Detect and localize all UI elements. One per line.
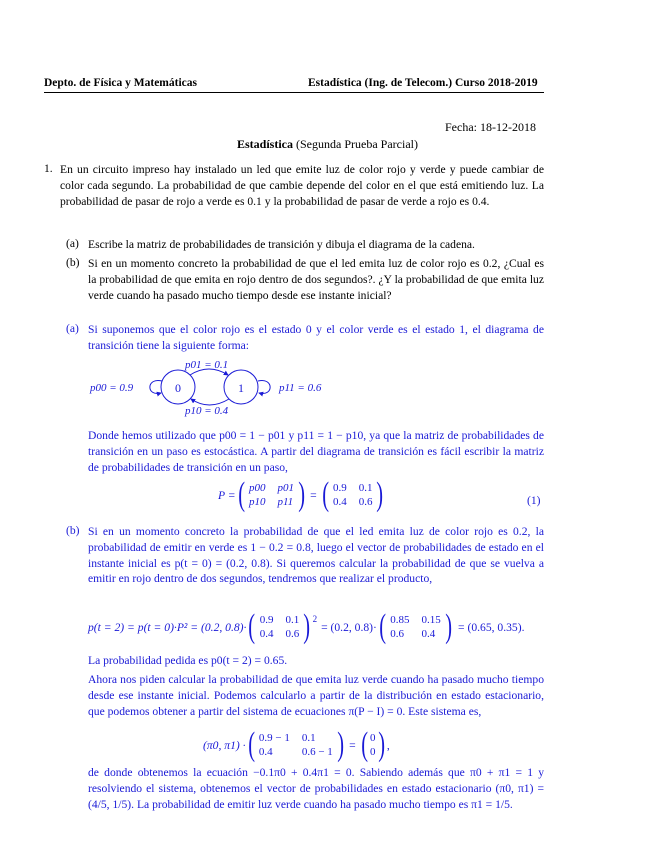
state-1-label: 1 <box>238 381 244 395</box>
label-p01: p01 = 0.1 <box>185 359 229 371</box>
num-10: 0.4 <box>332 496 347 508</box>
eq2-m1-01: 0.1 <box>285 614 300 626</box>
eq2-result: = (0.65, 0.35). <box>458 620 525 634</box>
label-p11: p11 = 0.6 <box>279 382 322 394</box>
question-text: En un circuito impreso hay instalado un led que emite luz de color rojo y verde y puede cambiar de color cada segundo. La probabilidad de que cambie depende del color en el que está emitiendo luz. La probabilidad de pasar de rojo a verde es 0.1 y la probabilidad de pasar de verde a rojo es 0.4. <box>60 163 544 208</box>
exam-date: Fecha: 18-12-2018 <box>445 120 536 134</box>
label-p00: p00 = 0.9 <box>90 382 134 394</box>
stationary-equation: (π0, π1) · ( 0.9 − 1 0.1 0.4 0.6 − 1 ) = ( 0 0 ) , <box>203 726 390 763</box>
matrix-equation: P = ( p00 p01 p10 p11 ) = ( 0.9 0.1 0.4 0.6 ) <box>218 476 384 513</box>
question-number: 1. <box>44 162 53 175</box>
zero-1: 0 <box>370 732 376 744</box>
eq2-m2-01: 0.15 <box>421 614 441 626</box>
num-01: 0.1 <box>358 482 373 494</box>
eq3-m-00: 0.9 − 1 <box>258 732 290 744</box>
eq3-matrix <box>259 732 333 758</box>
title-bold: Estadística <box>237 137 294 151</box>
sym-p11: p11 <box>277 496 294 508</box>
sym-p01: p01 <box>277 482 294 494</box>
eq2-m1-00: 0.9 <box>259 614 274 626</box>
eq3-equals: = <box>349 738 356 752</box>
eq3-m-11: 0.6 − 1 <box>301 746 333 758</box>
equation-number: (1) <box>527 494 541 507</box>
part-a-label: (a) <box>66 237 79 250</box>
eq3-comma: , <box>386 738 390 752</box>
answer-b-result: La probabilidad pedida es p0(t = 2) = 0.65. <box>88 654 288 667</box>
transition-diagram <box>80 355 340 417</box>
header-course: Estadística (Ing. de Telecom.) Curso 2018-2019 <box>308 77 538 89</box>
part-a-text: Escribe la matriz de probabilidades de transición y dibuja el diagrama de la cadena. <box>88 238 475 251</box>
answer-b-intro: Si en un momento concreto la probabilidad de que el led emita luz de color rojo es 0.2, la probabilidad de emitir en verde es 1 − 0.2 = 0.8, luego el vector de probabilidades de estado en el instante inicial es p(t = 0) = (0.2, 0.8). Si queremos calcular la probabilidad de que se vuelva a emitir en rojo dentro de dos segundos, tendremos que realizar el producto, <box>88 525 544 586</box>
num-11: 0.6 <box>358 496 373 508</box>
eq2-m1-11: 0.6 <box>285 628 300 640</box>
sym-p00: p00 <box>248 482 266 494</box>
eq2-m2-00: 0.85 <box>390 614 410 626</box>
answer-a-label: (a) <box>66 322 79 335</box>
part-b-label: (b) <box>66 256 80 269</box>
symbolic-matrix <box>249 482 294 508</box>
header-rule <box>44 92 544 93</box>
eq3-m-01: 0.1 <box>301 732 316 744</box>
eq3-m-10: 0.4 <box>258 746 273 758</box>
answer-b-long-term: Ahora nos piden calcular la probabilidad de que emita luz verde cuando ha pasado mucho tiempo desde ese instante inicial. Podemos calcularlo a partir de la distribución en estado estacionario, que podemos obtener a partir del sistema de ecuaciones π(P − I) = 0. Este sistema es, <box>88 673 544 718</box>
answer-b-label: (b) <box>66 524 80 537</box>
label-p10: p10 = 0.4 <box>185 405 229 417</box>
answer-a-explanation: Donde hemos utilizado que p00 = 1 − p01 y p11 = 1 − p10, ya que la matriz de probabilidades de transición en un paso es estocástica. A partir del diagrama de transición es fácil escribir la matriz de probabilidades de transición en un paso, <box>88 429 544 474</box>
eq3-lhs: (π0, π1) · <box>203 738 246 752</box>
numeric-matrix <box>333 482 373 508</box>
eq2-exponent: 2 <box>312 614 318 624</box>
exam-title <box>0 137 655 152</box>
eq2-mid: = (0.2, 0.8)· <box>321 620 377 634</box>
zero-2: 0 <box>370 746 376 758</box>
eq2-m2-11: 0.4 <box>421 628 436 640</box>
eq2-m2-10: 0.6 <box>390 628 404 640</box>
self-loop-1 <box>258 380 270 393</box>
part-b-text: Si en un momento concreto la probabilidad de que el led emita luz de color rojo es 0.2, ¿Cual es la probabilidad de que emita en rojo dentro de dos segundos?. ¿Y la probabilidad de que emita luz verde cuando ha pasado mucho tiempo desde ese instante inicial? <box>88 257 544 302</box>
eq2-matrix-p2 <box>390 614 441 640</box>
eq2-m1-10: 0.4 <box>259 628 274 640</box>
two-step-equation: p(t = 2) = p(t = 0)·P² = (0.2, 0.8)· ( 0.9 0.1 0.4 0.6 ) $^2$ = (0.2, 0.8)· ( 0.85 0.15 0.6 0.4 ) = (0.65, 0.35). <box>88 608 525 645</box>
sym-p10: p10 <box>248 496 266 508</box>
title-subtitle: (Segunda Prueba Parcial) <box>293 137 418 151</box>
matrix-lhs: P = <box>218 488 236 502</box>
eq2-matrix-p <box>260 614 300 640</box>
zero-vector <box>370 732 376 758</box>
num-00: 0.9 <box>332 482 347 494</box>
answer-b-final: de donde obtenemos la ecuación −0.1π0 + 0.4π1 = 0. Sabiendo además que π0 + π1 = 1 y resolviendo el sistema, obtenemos el vector de probabilidades en estado estacionario (π0, π1) = (4/5, 1/5). La probabilidad de emitir luz verde cuando ha pasado mucho tiempo es π1 = 1/5. <box>88 766 544 811</box>
header-department: Depto. de Física y Matemáticas <box>44 77 197 89</box>
self-loop-0 <box>150 380 162 393</box>
eq2-lhs: p(t = 2) = p(t = 0)·P² = (0.2, 0.8)· <box>88 620 247 634</box>
state-0-label: 0 <box>175 381 181 395</box>
answer-a-intro: Si suponemos que el color rojo es el estado 0 y el color verde es el estado 1, el diagrama de transición tiene la siguiente forma: <box>88 323 544 352</box>
